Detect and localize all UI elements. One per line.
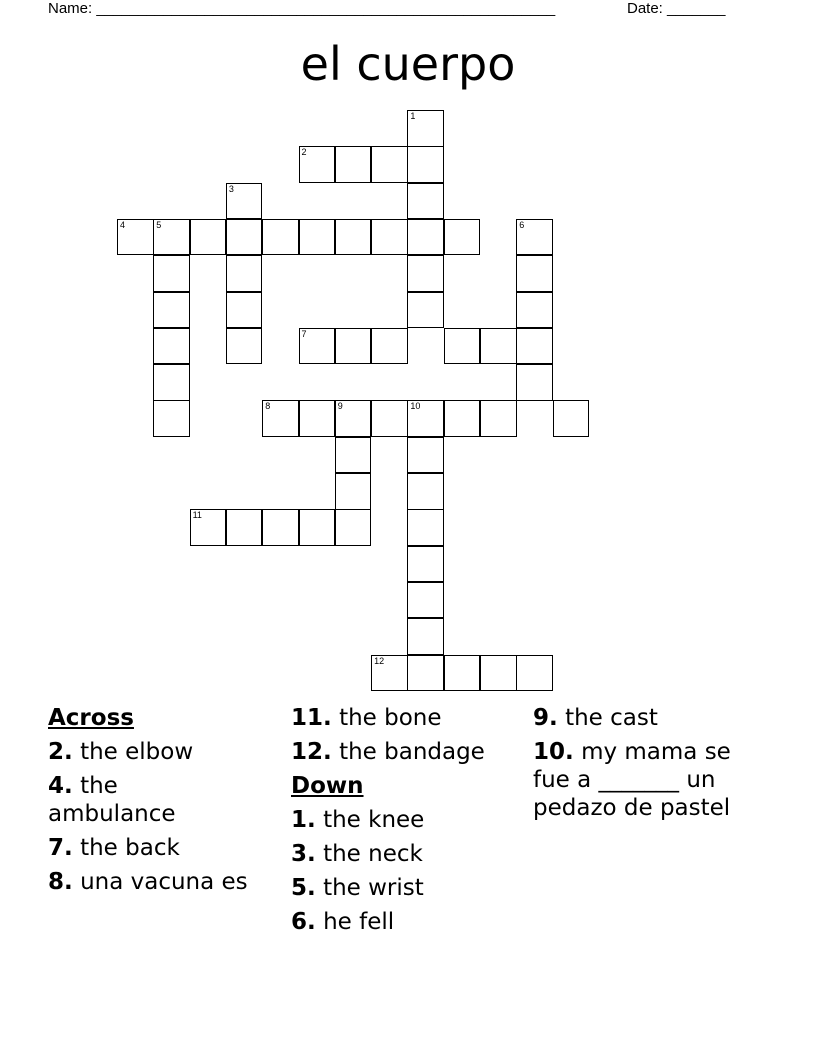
crossword-cell[interactable] — [407, 255, 444, 292]
crossword-cell[interactable] — [407, 546, 444, 583]
crossword-cell[interactable] — [516, 219, 553, 256]
clues-column-2 — [291, 704, 521, 942]
clue-number: 12. — [291, 739, 332, 765]
crossword-cell[interactable] — [516, 255, 553, 292]
clue-text: the cast — [565, 705, 658, 731]
crossword-cell[interactable] — [407, 437, 444, 474]
clue-down-5 — [291, 874, 521, 902]
clue-text: the knee — [323, 807, 425, 833]
clue-across-4 — [48, 772, 248, 828]
clue-across-8 — [48, 868, 248, 896]
clue-number: 10. — [533, 739, 574, 765]
crossword-cell[interactable] — [190, 219, 227, 256]
clue-down-9 — [533, 704, 773, 732]
crossword-cell[interactable] — [480, 655, 517, 692]
crossword-cell[interactable] — [226, 219, 263, 256]
crossword-cell[interactable] — [226, 255, 263, 292]
across-heading: Across — [48, 705, 134, 731]
clue-down-1 — [291, 806, 521, 834]
crossword-cell[interactable] — [153, 292, 190, 329]
clue-number: 9. — [533, 705, 558, 731]
crossword-cell[interactable] — [407, 618, 444, 655]
crossword-cell[interactable] — [407, 473, 444, 510]
crossword-cell[interactable] — [480, 400, 517, 437]
crossword-cell[interactable] — [335, 473, 372, 510]
crossword-cell[interactable] — [226, 328, 263, 365]
clue-text: the elbow — [80, 739, 194, 765]
crossword-cell[interactable] — [371, 146, 408, 183]
clue-down-6 — [291, 908, 521, 936]
clue-text: the bone — [339, 705, 442, 731]
crossword-cell[interactable] — [407, 146, 444, 183]
clue-number: 7. — [48, 835, 73, 861]
cell-number: 11 — [192, 510, 202, 521]
crossword-cell[interactable] — [371, 328, 408, 365]
crossword-cell[interactable] — [371, 400, 408, 437]
clues-column-1 — [48, 704, 248, 902]
crossword-cell[interactable] — [407, 400, 444, 437]
cell-number: 8 — [265, 401, 271, 412]
clue-number: 3. — [291, 841, 316, 867]
crossword-cell[interactable] — [407, 110, 444, 147]
crossword-cell[interactable] — [335, 328, 372, 365]
clue-across-12 — [291, 738, 521, 766]
crossword-cell[interactable] — [553, 400, 590, 437]
cell-number: 10 — [410, 401, 421, 412]
crossword-cell[interactable] — [299, 219, 336, 256]
clue-text: the back — [80, 835, 180, 861]
clue-number: 1. — [291, 807, 316, 833]
crossword-cell[interactable] — [444, 328, 481, 365]
crossword-cell[interactable] — [371, 219, 408, 256]
crossword-cell[interactable] — [262, 219, 299, 256]
crossword-cell[interactable] — [335, 437, 372, 474]
crossword-cell[interactable] — [371, 655, 408, 692]
crossword-cell[interactable] — [444, 655, 481, 692]
cell-number: 5 — [156, 219, 162, 230]
clue-text: my mama se fue a _______ un pedazo de pastel — [533, 739, 731, 821]
clue-across-11 — [291, 704, 521, 732]
cell-number: 9 — [337, 401, 343, 412]
crossword-cell[interactable] — [516, 328, 553, 365]
cell-number: 12 — [374, 655, 385, 666]
cell-number: 2 — [301, 147, 307, 158]
crossword-cell[interactable] — [516, 364, 553, 401]
clue-number: 11. — [291, 705, 332, 731]
crossword-cell[interactable] — [335, 509, 372, 546]
clue-number: 5. — [291, 875, 316, 901]
clue-number: 4. — [48, 773, 73, 799]
crossword-cell[interactable] — [153, 400, 190, 437]
crossword-cell[interactable] — [226, 183, 263, 220]
crossword-cell[interactable] — [407, 655, 444, 692]
crossword-cell[interactable] — [153, 328, 190, 365]
crossword-cell[interactable] — [299, 400, 336, 437]
crossword-cell[interactable] — [226, 509, 263, 546]
crossword-cell[interactable] — [299, 146, 336, 183]
crossword-cell[interactable] — [516, 292, 553, 329]
crossword-cell[interactable] — [444, 400, 481, 437]
crossword-cell[interactable] — [153, 219, 190, 256]
clue-text: the neck — [323, 841, 423, 867]
cell-number: 7 — [301, 328, 307, 339]
crossword-cell[interactable] — [299, 328, 336, 365]
clue-across-7 — [48, 834, 248, 862]
crossword-cell[interactable] — [407, 219, 444, 256]
clue-number: 8. — [48, 869, 73, 895]
crossword-cell[interactable] — [516, 655, 553, 692]
cell-number: 4 — [120, 219, 126, 230]
clue-number: 6. — [291, 909, 316, 935]
crossword-cell[interactable] — [226, 292, 263, 329]
cell-number: 6 — [519, 219, 525, 230]
crossword-cell[interactable] — [407, 582, 444, 619]
crossword-cell[interactable] — [407, 183, 444, 220]
crossword-cell[interactable] — [407, 509, 444, 546]
clue-across-2 — [48, 738, 248, 766]
clue-text: the ambulance — [48, 773, 176, 827]
page-title: el cuerpo — [300, 37, 516, 91]
clue-down-3 — [291, 840, 521, 868]
date-field-label: Date: _______ — [627, 0, 726, 17]
crossword-cell[interactable] — [262, 400, 299, 437]
clue-text: una vacuna es — [80, 869, 248, 895]
crossword-cell[interactable] — [335, 400, 372, 437]
clues-column-3 — [533, 704, 773, 828]
clue-number: 2. — [48, 739, 73, 765]
crossword-cell[interactable] — [153, 255, 190, 292]
crossword-cell[interactable] — [117, 219, 154, 256]
crossword-cell[interactable] — [190, 509, 227, 546]
cell-number: 3 — [228, 183, 234, 194]
name-field-label: Name: _______________________________________________________ — [48, 0, 556, 17]
crossword-cell[interactable] — [262, 509, 299, 546]
crossword-cell[interactable] — [335, 146, 372, 183]
clue-text: he fell — [323, 909, 395, 935]
clue-text: the bandage — [339, 739, 485, 765]
crossword-cell[interactable] — [299, 509, 336, 546]
crossword-cell[interactable] — [407, 292, 444, 329]
crossword-cell[interactable] — [444, 219, 481, 256]
clue-text: the wrist — [323, 875, 424, 901]
cell-number: 1 — [410, 111, 416, 121]
crossword-cell[interactable] — [335, 219, 372, 256]
crossword-cell[interactable] — [480, 328, 517, 365]
clue-down-10 — [533, 738, 773, 822]
down-heading: Down — [291, 773, 364, 799]
crossword-cell[interactable] — [153, 364, 190, 401]
